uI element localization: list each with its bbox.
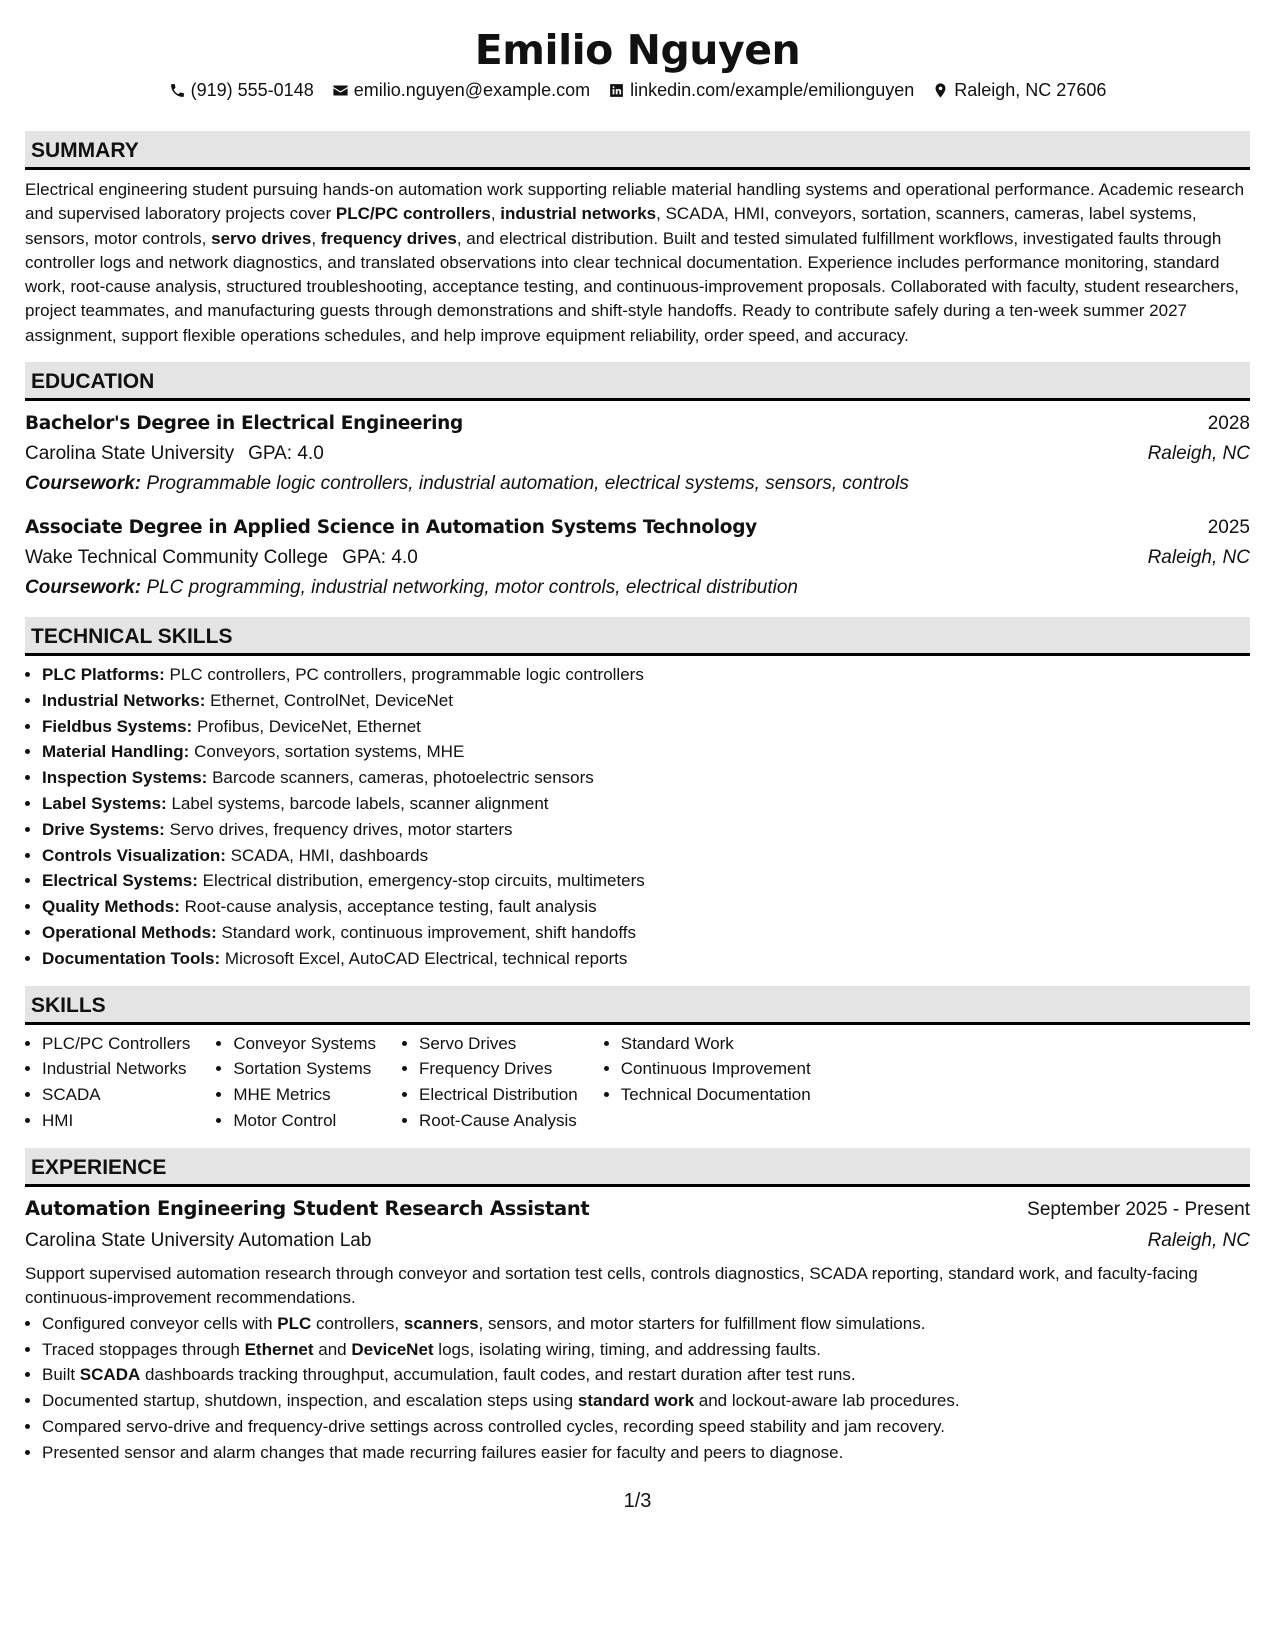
gpa: GPA: 4.0 [248,443,324,465]
education-heading: EDUCATION [25,362,1250,401]
text-segment: and lockout-aware lab procedures. [694,1391,960,1411]
map-pin-icon [932,82,949,99]
skill-values: Root-cause analysis, acceptance testing, fault analysis [184,897,597,917]
school-location: Raleigh, NC [1147,443,1250,465]
skill-category: Quality Methods: [42,897,180,917]
skill-item: • Standard Work [621,1031,811,1057]
technical-skill-item [42,662,1250,688]
skill-values: Electrical distribution, emergency-stop circuits, multimeters [202,871,645,891]
skill-item: • Continuous Improvement [621,1056,811,1082]
skill-item: • Servo Drives [419,1031,578,1057]
technical-skill-item [42,817,1250,843]
email-text[interactable]: emilio.nguyen@example.com [353,80,591,100]
education-entry [25,409,1250,499]
text-segment: dashboards tracking throughput, accumulation, fault codes, and restart duration after test runs. [140,1365,856,1385]
contact-location [932,80,1106,101]
degree-title: Associate Degree in Applied Science in Automation Systems Technology [25,517,757,539]
candidate-name: Emilio Nguyen [474,26,801,74]
experience-bullet [42,1311,1250,1337]
skill-item: • Root-Cause Analysis [419,1108,578,1134]
skill-item: • PLC/PC Controllers [42,1031,190,1057]
school-text: Carolina State University [25,443,235,465]
technical-skill-item [42,791,1250,817]
skill-item: • Motor Control [233,1108,376,1134]
skill-values: Label systems, barcode labels, scanner alignment [171,794,549,814]
skill-values: Ethernet, ControlNet, DeviceNet [210,690,453,710]
degree-title: Bachelor's Degree in Electrical Engineering [25,413,463,435]
coursework-label: Coursework: [25,577,142,599]
technical-skill-item [42,714,1250,740]
text-segment: , [490,204,501,224]
text-segment: Traced stoppages through [42,1339,245,1359]
skill-values: Standard work, continuous improvement, shift handoffs [221,923,636,943]
resume-page [25,18,1250,1466]
job-dates: September 2025 - Present [1027,1198,1250,1220]
technical-skill-item [42,894,1250,920]
contact-phone [169,80,314,101]
skill-values: Conveyors, sortation systems, MHE [194,742,465,762]
skill-category: PLC Platforms: [42,665,165,685]
skills-column [25,1031,190,1134]
technical-skill-item [42,739,1250,765]
skill-category: Drive Systems: [42,819,165,839]
text-segment: and [313,1339,352,1359]
summary-heading: SUMMARY [25,131,1250,170]
job-title: Automation Engineering Student Research Assistant [25,1196,590,1220]
skill-values: Servo drives, frequency drives, motor starters [169,819,513,839]
technical-skills-list [25,662,1250,972]
skills-column [604,1031,811,1134]
bold-keyword: DeviceNet [351,1339,434,1359]
linkedin-icon [608,82,625,99]
text-segment: , and electrical distribution. Built and tested simulated fulfillment workflows, investigated faults through controller logs and network diagnostics, and translated observations into clear technical documentation. Experience includes performance monitoring, standard work, root-cause analysis, structured troubleshooting, acceptance testing, and continuous-improvement proposals. Collaborated with faculty, student researchers, project teammates, and manufacturing guests through demonstrations and shift-style handoffs. Ready to contribute safely during a ten-week summer 2027 assignment, support flexible operations schedules, and help improve equipment reliability, order speed, and accuracy. [25,228,1239,345]
skill-item: • Frequency Drives [419,1056,578,1082]
skill-category: Inspection Systems: [42,768,208,788]
skill-item: • MHE Metrics [233,1082,376,1108]
skill-category: Documentation Tools: [42,948,221,968]
phone-icon [169,82,186,99]
skill-values: PLC controllers, PC controllers, programmable logic controllers [169,665,644,685]
bold-keyword: standard work [577,1391,695,1411]
job-location: Raleigh, NC [1147,1229,1250,1251]
skill-category: Fieldbus Systems: [42,716,193,736]
text-segment: Built [42,1365,80,1385]
bold-keyword: servo drives [211,228,312,248]
contact-email[interactable] [332,80,590,101]
skill-item: • Conveyor Systems [233,1031,376,1057]
text-segment: Electrical engineering student pursuing hands-on automation work supporting reliable material handling systems and operational performance. Academic research and supervised laboratory projects cover [25,180,1245,224]
technical-skill-item [42,868,1250,894]
skill-values: Microsoft Excel, AutoCAD Electrical, technical reports [224,948,628,968]
bold-keyword: scanners [403,1313,479,1333]
experience-entry [25,1193,1250,1466]
location-text: Raleigh, NC 27606 [954,80,1107,100]
skill-item: • SCADA [42,1082,190,1108]
bold-keyword: frequency drives [320,228,457,248]
experience-bullet [42,1362,1250,1388]
skill-item: • Sortation Systems [233,1056,376,1082]
envelope-icon [332,82,349,99]
skill-item: • Industrial Networks [42,1056,190,1082]
experience-heading: EXPERIENCE [25,1148,1250,1187]
text-segment: Presented sensor and alarm changes that made recurring failures easier for faculty and peers to diagnose. [42,1442,844,1462]
skill-category: Label Systems: [42,794,167,814]
skill-values: SCADA, HMI, dashboards [230,845,429,865]
text-segment: , SCADA, HMI, conveyors, sortation, scanners, cameras, label systems, sensors, motor controls, [25,204,1197,248]
graduation-year: 2028 [1207,413,1250,435]
technical-skills-heading: TECHNICAL SKILLS [25,617,1250,656]
school-location: Raleigh, NC [1147,547,1250,569]
skill-category: Controls Visualization: [42,845,226,865]
gpa: GPA: 4.0 [342,547,418,569]
skill-category: Operational Methods: [42,923,217,943]
technical-skill-item [42,843,1250,869]
school-name [25,543,418,573]
skill-item: • Technical Documentation [621,1082,811,1108]
phone-text: (919) 555-0148 [190,80,314,100]
experience-bullet [42,1388,1250,1414]
coursework-text: Programmable logic controllers, industrial automation, electrical systems, sensors, controls [146,473,909,495]
coursework [25,573,1250,603]
skill-item: • HMI [42,1108,190,1134]
technical-skill-item [42,688,1250,714]
bold-keyword: SCADA [79,1365,141,1385]
skills-column [216,1031,376,1134]
school-text: Wake Technical Community College [25,547,329,569]
skill-category: Electrical Systems: [42,871,198,891]
technical-skill-item [42,765,1250,791]
technical-skill-item [42,946,1250,972]
skills-heading: SKILLS [25,986,1250,1025]
page-number: 1/3 [623,1490,652,1512]
coursework [25,469,1250,499]
job-description: Support supervised automation research through conveyor and sortation test cells, controls diagnostics, SCADA reporting, standard work, and faculty-facing continuous-improvement recommendations. [25,1263,1198,1307]
text-segment: logs, isolating wiring, timing, and addressing faults. [433,1339,821,1359]
coursework-text: PLC programming, industrial networking, motor controls, electrical distribution [146,577,798,599]
experience-bullet [42,1440,1250,1466]
contact-bar [25,80,1250,101]
text-segment: Documented startup, shutdown, inspection, and escalation steps using [42,1391,578,1411]
skill-category: Material Handling: [42,742,190,762]
text-segment: Compared servo-drive and frequency-drive settings across controlled cycles, recording speed stability and jam recovery. [42,1417,945,1437]
contact-linkedin[interactable] [608,80,914,101]
skill-values: Profibus, DeviceNet, Ethernet [196,716,421,736]
skills-column [402,1031,578,1134]
experience-bullet [42,1337,1250,1363]
job-bullets [25,1311,1250,1466]
bold-keyword: PLC [277,1313,312,1333]
text-segment: , sensors, and motor starters for fulfillment flow simulations. [478,1313,926,1333]
text-segment: Configured conveyor cells with [42,1313,278,1333]
bold-keyword: PLC/PC controllers [335,204,491,224]
education-list [25,409,1250,603]
skill-item: • Electrical Distribution [419,1082,578,1108]
text-segment: , [311,228,321,248]
linkedin-text[interactable]: linkedin.com/example/emilionguyen [630,80,915,100]
organization: Carolina State University Automation Lab [25,1229,372,1251]
bold-keyword: industrial networks [500,204,657,224]
education-entry [25,513,1250,603]
skill-category: Industrial Networks: [42,690,206,710]
school-name [25,439,324,469]
technical-skill-item [42,920,1250,946]
summary-text [25,178,1250,348]
skill-values: Barcode scanners, cameras, photoelectric sensors [212,768,594,788]
experience-bullet [42,1414,1250,1440]
coursework-label: Coursework: [25,473,142,495]
text-segment: controllers, [311,1313,404,1333]
bold-keyword: Ethernet [244,1339,314,1359]
graduation-year: 2025 [1207,517,1250,539]
skills-grid [25,1031,1250,1134]
